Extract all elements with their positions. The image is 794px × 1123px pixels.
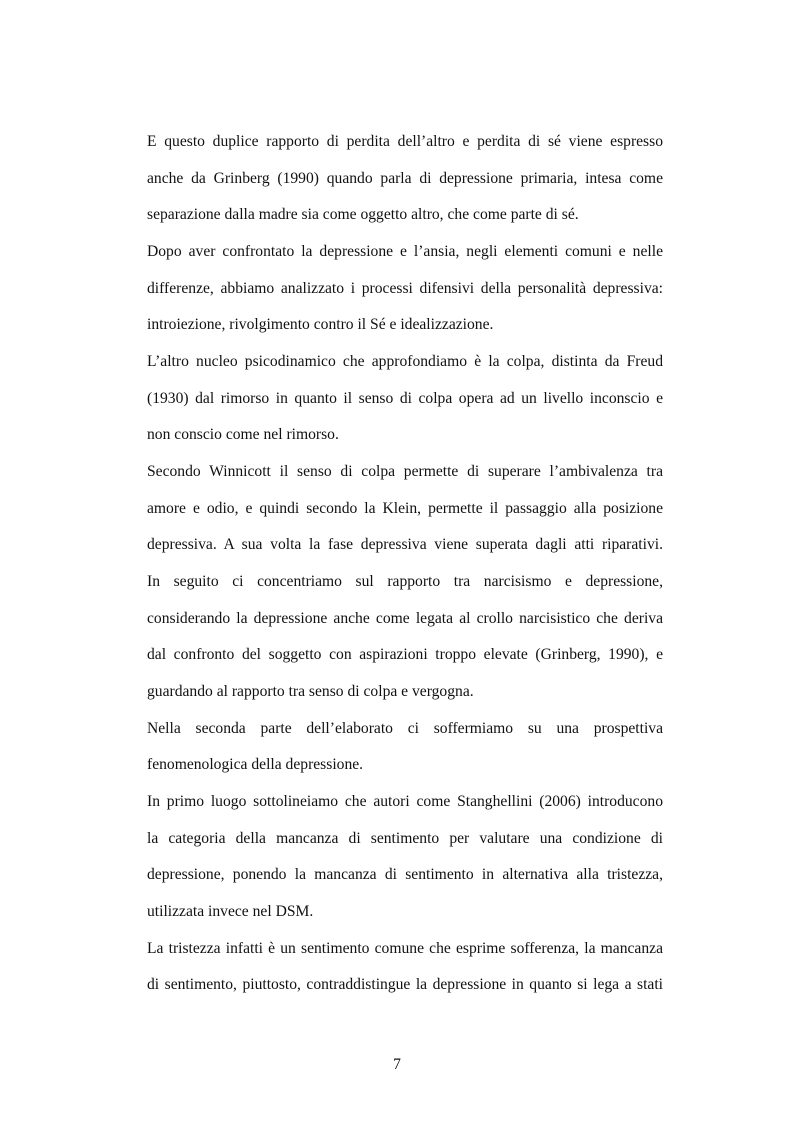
text-line: E questo duplice rapporto di perdita dell’altro e perdita di sé viene espresso [147,133,663,150]
text-line: depressiva. A sua volta la fase depressiva viene superata dagli atti riparativi. [147,536,663,553]
page-number: 7 [393,1056,401,1073]
text-line: considerando la depressione anche come legata al crollo narcisistico che deriva [147,610,663,627]
text-line: guardando al rapporto tra senso di colpa e vergogna. [147,683,474,700]
text-line: introiezione, rivolgimento contro il Sé e idealizzazione. [147,316,494,333]
text-line: differenze, abbiamo analizzato i processi difensivi della personalità depressiva: [147,280,663,297]
text-line: la categoria della mancanza di sentimento per valutare una condizione di [147,830,663,847]
text-line: fenomenologica della depressione. [147,756,364,773]
text-line: Secondo Winnicott il senso di colpa permette di superare l’ambivalenza tra [147,463,663,480]
text-line: In primo luogo sottolineiamo che autori come Stanghellini (2006) introducono [147,793,663,810]
text-line: separazione dalla madre sia come oggetto altro, che come parte di sé. [147,206,579,223]
text-line: L’altro nucleo psicodinamico che approfondiamo è la colpa, distinta da Freud [147,353,663,370]
text-line: depressione, ponendo la mancanza di sentimento in alternativa alla tristezza, [147,866,663,883]
text-line: non conscio come nel rimorso. [147,426,339,443]
text-line: utilizzata invece nel DSM. [147,903,314,920]
text-line: di sentimento, piuttosto, contraddistingue la depressione in quanto si lega a stati [147,976,663,993]
text-line: anche da Grinberg (1990) quando parla di depressione primaria, intesa come [147,170,663,187]
text-line: Dopo aver confrontato la depressione e l’ansia, negli elementi comuni e nelle [147,243,663,260]
text-line: (1930) dal rimorso in quanto il senso di colpa opera ad un livello inconscio e [147,390,663,407]
text-line: Nella seconda parte dell’elaborato ci soffermiamo su una prospettiva [147,720,663,737]
text-line: La tristezza infatti è un sentimento comune che esprime sofferenza, la mancanza [147,940,663,957]
text-line: In seguito ci concentriamo sul rapporto tra narcisismo e depressione, [147,573,663,590]
text-line: dal confronto del soggetto con aspirazioni troppo elevate (Grinberg, 1990), e [147,646,663,663]
text-line: amore e odio, e quindi secondo la Klein, permette il passaggio alla posizione [147,500,663,517]
